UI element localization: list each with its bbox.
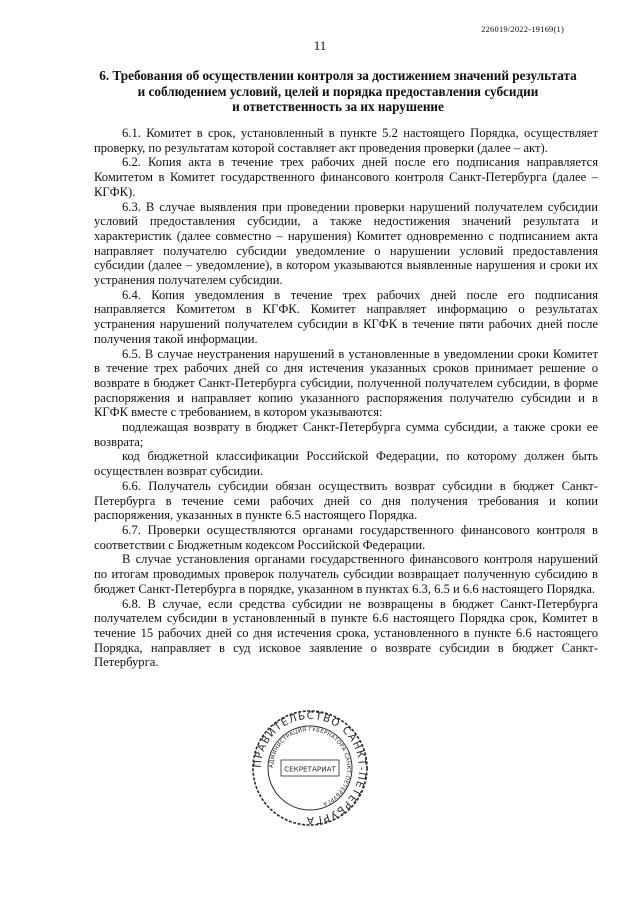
paragraph-6-3: 6.3. В случае выявления при проведении проверки нарушений получателем субсидии условий предоставления субсидии, а также недостижения значений результата и характеристик (далее совместно – нарушения) Комитет одновременно с подписанием акта направляет получателю субсидии уведомление о нарушении условий предоставления субсидии (далее – уведомление), в котором указываются выявленные нарушения и сроки их устранения получателем субсидии. [94,199,598,288]
section-title-line: и ответственность за их нарушение [232,99,444,114]
paragraph-6-8: 6.8. В случае, если средства субсидии не возвращены в бюджет Санкт-Петербурга получателем субсидии в установленный в пункте 6.6 настоящего Порядка срок, Комитет в течение 15 рабочих дней со дня истечения срока, установленного в пункте 6.6 настоящего Порядка, направляет в суд исковое заявление о возврате субсидии в бюджет Санкт-Петербурга. [94,596,598,670]
paragraph-6-5-item-code: код бюджетной классификации Российской Федерации, по которому должен быть осуществлен возврат субсидии. [94,449,598,479]
section-title-line: 6. Требования об осуществлении контроля за достижением значений результата [99,68,577,83]
section-title-line: и соблюдением условий, целей и порядка предоставления субсидии [137,83,539,99]
section-body [94,126,598,670]
official-seal [250,708,370,828]
section-title [98,68,578,115]
paragraph-6-5: 6.5. В случае неустранения нарушений в установленные в уведомлении сроки Комитет в течение трех рабочих дней со дня истечения указанных сроков принимает решение о возврате в бюджет Санкт-Петербурга субсидии, полученной получателем субсидии, в форме распоряжения и направляет копию указанного распоряжения получателю субсидии и в КГФК вместе с требованием, в котором указываются: [94,346,598,420]
paragraph-6-5-item-amount: подлежащая возврату в бюджет Санкт-Петербурга сумма субсидии, а также сроки ее возврата; [94,420,598,449]
seal-outer-text: ПРАВИТЕЛЬСТВО САНКТ-ПЕТЕРБУРГА [252,710,368,826]
seal-center-text: СЕКРЕТАРИАТ [284,764,336,774]
paragraph-6-6: 6.6. Получатель субсидии обязан осуществить возврат субсидии в бюджет Санкт-Петербурга в течение семи рабочих дней со дня получения требования и копии распоряжения, указанных в пункте 6.5 настоящего Порядка. [94,478,598,523]
paragraph-6-1: 6.1. Комитет в срок, установленный в пункте 5.2 настоящего Порядка, осуществляет проверку, по результатам которой составляет акт проведения проверки (далее – акт). [94,126,598,155]
paragraph-6-7: 6.7. Проверки осуществляются органами государственного финансового контроля в соответствии с Бюджетным кодексом Российской Федерации. [94,522,598,552]
seal-middle-text: АДМИНИСТРАЦИЯ ГУБЕРНАТОРА САНКТ-ПЕТЕРБУРГА [268,726,352,807]
page-number: 11 [313,38,327,53]
paragraph-6-4: 6.4. Копия уведомления в течение трех рабочих дней после его подписания направляется Комитетом в КГФК. Комитет направляет информацию о результатах устранения нарушений получателем субсидии в КГФК в течение пяти рабочих дней после получения такой информации. [94,287,598,346]
paragraph-6-2: 6.2. Копия акта в течение трех рабочих дней после его подписания направляется Комитетом в Комитет государственного финансового контроля Санкт-Петербурга (далее – КГФК). [94,155,598,199]
document-registration-number: 226019/2022-19169(1) [481,24,564,34]
paragraph-6-7-continued: В случае установления органами государственного финансового контроля нарушений по итогам проводимых проверок получатель субсидии возвращает полученную субсидию в бюджет Санкт-Петербурга в порядке, указанном в пунктах 6.3, 6.5 и 6.6 настоящего Порядка. [94,552,598,596]
